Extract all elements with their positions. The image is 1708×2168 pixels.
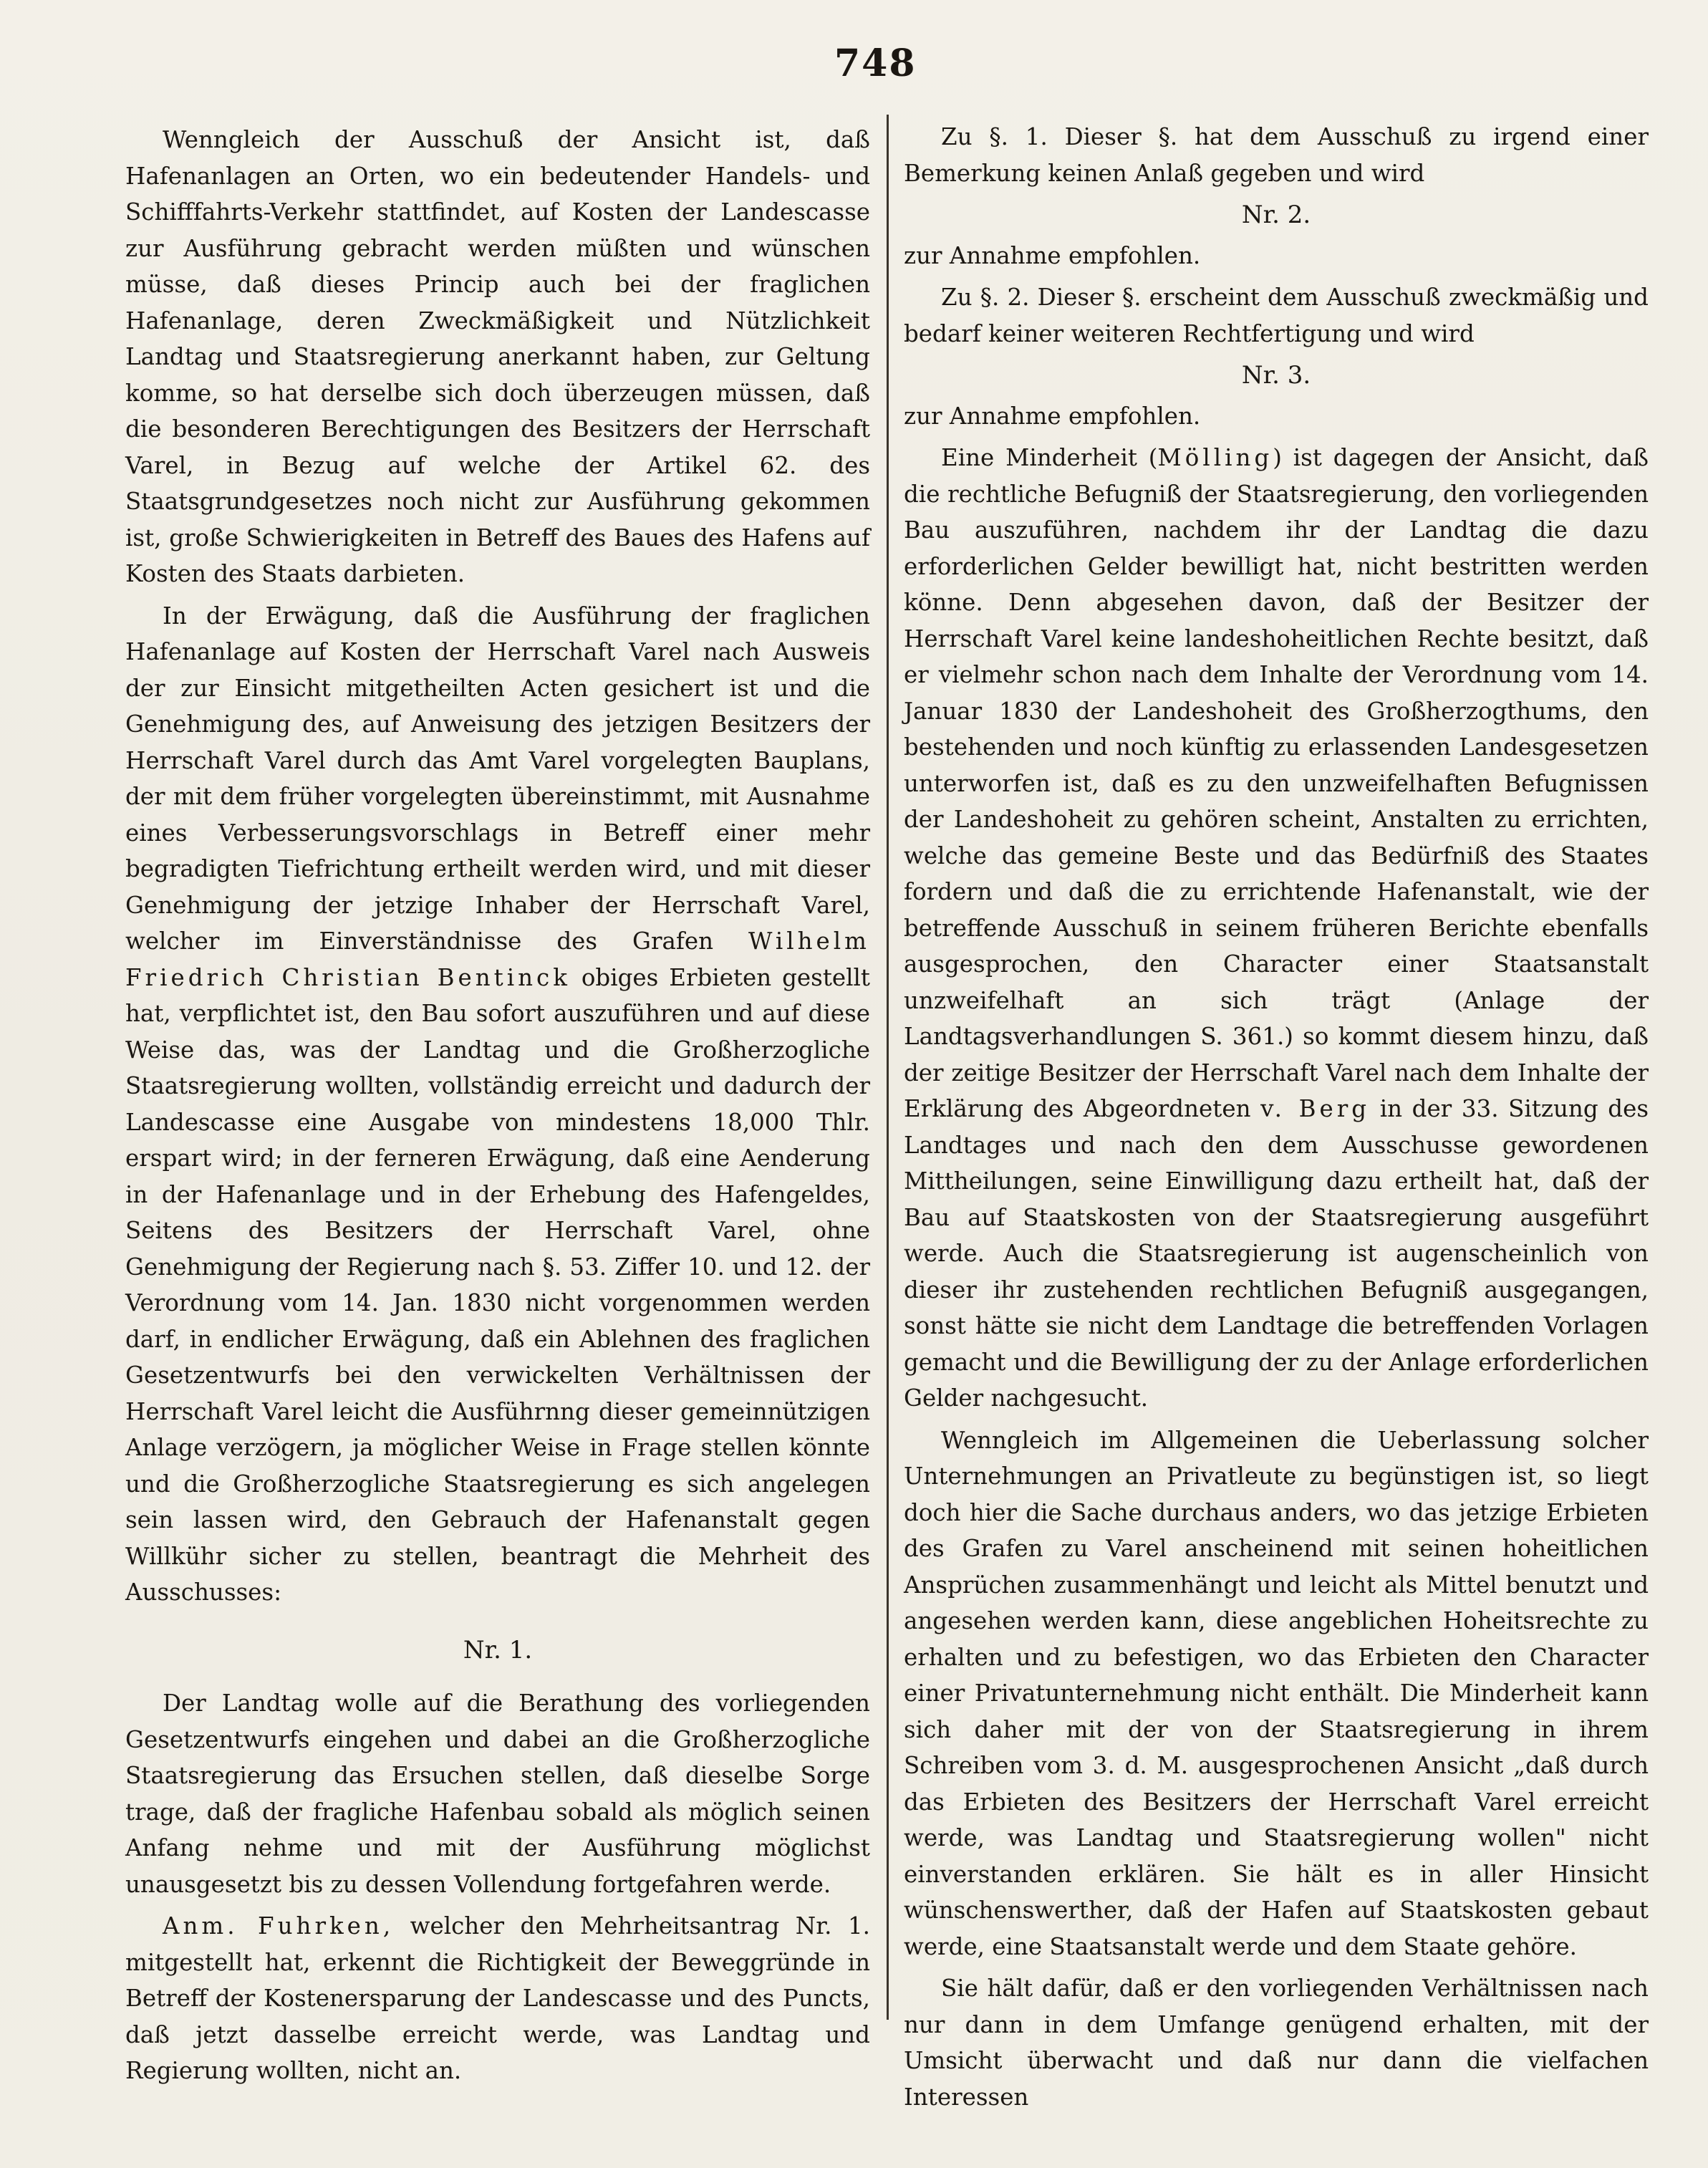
left-paragraph-2-text-a: In der Erwägung, daß die Ausführung der fraglichen Hafenanlage auf Kosten der Herrschaft Varel nach Ausweis der zur Einsicht mitgetheilten Acten gesichert ist und die Genehmigung des, auf Anweisung des jetzigen Besitzers der Herrschaft Varel durch das Amt Varel vorgelegten Bauplans, der mit dem früher vorgelegten übereinstimmt, mit Ausnahme eines Verbesserungsvorschlags in Betreff einer mehr begradigten Tiefrichtung ertheilt werden wird, und mit dieser Genehmigung der jetzige Inhaber der Herrschaft Varel, welcher im Einverständnisse des Grafen	[125, 602, 870, 955]
resolution-nr-1: Nr. 1.	[463, 1635, 533, 1664]
right-paragraph-3	[904, 440, 1649, 1417]
left-paragraph-3: Der Landtag wolle auf die Berathung des vorliegenden Gesetzentwurfs eingehen und dabei an die Großherzogliche Staatsregierung das Ersuchen stellen, daß dieselbe Sorge trage, daß der fragliche Hafenbau sobald als möglich seinen Anfang nehme und mit der Ausführung möglichst unausgesetzt bis zu dessen Vollendung fortgefahren werde.	[125, 1690, 870, 1898]
right-paragraph-5: Sie hält dafür, daß er den vorliegenden Verhältnissen nach nur dann in dem Umfange genügend erhalten, mit der Umsicht überwacht und daß nur dann die vielfachen Interessen	[904, 1975, 1649, 2111]
left-column	[125, 122, 870, 2095]
count-name: Wilhelm Friedrich Christian Bentinck	[125, 928, 870, 991]
minority-name: Mölling	[1157, 444, 1273, 471]
left-paragraph-4-text: welcher den Mehrheitsantrag Nr. 1. mitgestellt hat, erkennt die Richtigkeit der Beweggründe in Betreff der Kostenersparung der Landescasse und des Puncts, daß jetzt dasselbe erreicht werde, was Landtag und Regierung wollten, nicht an.	[125, 1912, 870, 2084]
left-paragraph-2-text-b: obiges Erbieten gestellt hat, verpflichtet ist, den Bau sofort auszuführen und auf diese Weise das, was der Landtag und die Großherzogliche Staatsregierung wollten, vollständig erreicht und dadurch der Landescasse eine Ausgabe von mindestens 18,000 Thlr. erspart wird; in der ferneren Erwägung, daß eine Aenderung in der Hafenanlage und in der Erhebung des Hafengeldes, Seitens des Besitzers der Herrschaft Varel, ohne Genehmigung der Regierung nach §. 53. Ziffer 10. und 12. der Verordnung vom 14. Jan. 1830 nicht vorgenommen werden darf, in endlicher Erwägung, daß ein Ablehnen des fraglichen Gesetzentwurfs bei den verwickelten Verhältnissen der Herrschaft Varel leicht die Ausführnng dieser gemeinnützigen Anlage verzögern, ja möglicher Weise in Frage stellen könnte und die Großherzogliche Staatsregierung es sich angelegen sein lassen wird, den Gebrauch der Hafenanstalt gegen Willkühr sicher zu stellen, beantragt die Mehrheit des Ausschusses:	[125, 963, 870, 1606]
right-paragraph-2: Zu §. 2. Dieser §. erscheint dem Ausschuß zweckmäßig und bedarf keiner weiteren Rechtfertigung und wird	[904, 284, 1649, 347]
accept-recommendation-2: zur Annahme empfohlen.	[904, 402, 1201, 430]
deputy-name: v. Berg	[1260, 1095, 1371, 1122]
left-paragraph-4	[125, 1908, 870, 2089]
right-paragraph-3-text-c: in der 33. Sitzung des Landtages und nach den dem Ausschusse gewordenen Mittheilungen, seine Einwilligung dazu ertheilt hat, daß der Bau auf Staatskosten von der Staatsregierung ausgeführt werde. Auch die Staatsregierung ist augenscheinlich von dieser ihr zustehenden rechtlichen Befugniß ausgegangen, sonst hätte sie nicht dem Landtage die betreffenden Vorlagen gemacht und die Bewilligung der zu der Anlage erforderlichen Gelder nachgesucht.	[904, 1095, 1649, 1412]
right-column	[904, 119, 1649, 2121]
right-paragraph-3-text-b: ) ist dagegen der Ansicht, daß die rechtliche Befugniß der Staatsregierung, den vorliegenden Bau auszuführen, nachdem ihr der Landtag die dazu erforderlichen Gelder bewilligt hat, nicht bestritten werden könne. Denn abgesehen davon, daß der Besitzer der Herrschaft Varel keine landeshoheitlichen Rechte besitzt, daß er vielmehr schon nach dem Inhalte der Verordnung vom 14. Januar 1830 der Landeshoheit des Großherzogthums, den bestehenden und noch künftig zu erlassenden Landesgesetzen unterworfen ist, daß es zu den unzweifelhaften Befugnissen der Landeshoheit zu gehören scheint, Anstalten zu errichten, welche das gemeine Beste und das Bedürfniß des Staates fordern und daß die zu errichtende Hafenanstalt, wie der betreffende Ausschuß in seinem früheren Berichte ebenfalls ausgesprochen, den Character einer Staatsanstalt unzweifelhaft an sich trägt (Anlage der Landtagsverhandlungen S. 361.) so kommt diesem hinzu, daß der zeitige Besitzer der Herrschaft Varel nach dem Inhalte der Erklärung des Abgeordneten	[904, 444, 1649, 1122]
resolution-nr-2: Nr. 2.	[1241, 201, 1311, 229]
right-paragraph-4: Wenngleich im Allgemeinen die Ueberlassung solcher Unternehmungen an Privatleute zu begünstigen ist, so liegt doch hier die Sache durchaus anders, wo das jetzige Erbieten des Grafen zu Varel anscheinend mit seinen hoheitlichen Ansprüchen zusammenhängt und leicht als Mittel benutzt und angesehen werden kann, diese angeblichen Hoheitsrechte zu erhalten und zu befestigen, wo das Erbieten den Character einer Privatunternehmung nicht enthält. Die Minderheit kann sich daher mit der von der Staatsregierung in ihrem Schreiben vom 3. d. M. ausgesprochenen Ansicht „daß durch das Erbieten des Besitzers der Herrschaft Varel erreicht werde, was Landtag und Staatsregierung wollen" nicht einverstanden erklären. Sie hält es in aller Hinsicht wünschenswerther, daß der Hafen auf Staatskosten gebaut werde, eine Staatsanstalt werde und dem Staate gehöre.	[904, 1426, 1649, 1960]
right-paragraph-3-text-a: Eine Minderheit (	[941, 444, 1158, 471]
annotation-label: Anm. Fuhrken,	[163, 1912, 395, 1940]
page-number: 748	[834, 42, 917, 85]
right-paragraph-1: Zu §. 1. Dieser §. hat dem Ausschuß zu irgend einer Bemerkung keinen Anlaß gegeben und wird	[904, 123, 1649, 187]
left-paragraph-2	[125, 598, 870, 1611]
resolution-nr-3: Nr. 3.	[1241, 361, 1311, 390]
column-divider	[887, 115, 889, 2020]
accept-recommendation-1: zur Annahme empfohlen.	[904, 241, 1201, 269]
left-paragraph-1: Wenngleich der Ausschuß der Ansicht ist, daß Hafenanlagen an Orten, wo ein bedeutender Handels- und Schifffahrts-Verkehr stattfindet, auf Kosten der Landescasse zur Ausführung gebracht werden müßten und wünschen müsse, daß dieses Princip auch bei der fraglichen Hafenanlage, deren Zweckmäßigkeit und Nützlichkeit Landtag und Staatsregierung anerkannt haben, zur Geltung komme, so hat derselbe sich doch überzeugen müssen, daß die besonderen Berechtigungen des Besitzers der Herrschaft Varel, in Bezug auf welche der Artikel 62. des Staatsgrundgesetzes noch nicht zur Ausführung gekommen ist, große Schwierigkeiten in Betreff des Baues des Hafens auf Kosten des Staats darbieten.	[125, 126, 870, 587]
